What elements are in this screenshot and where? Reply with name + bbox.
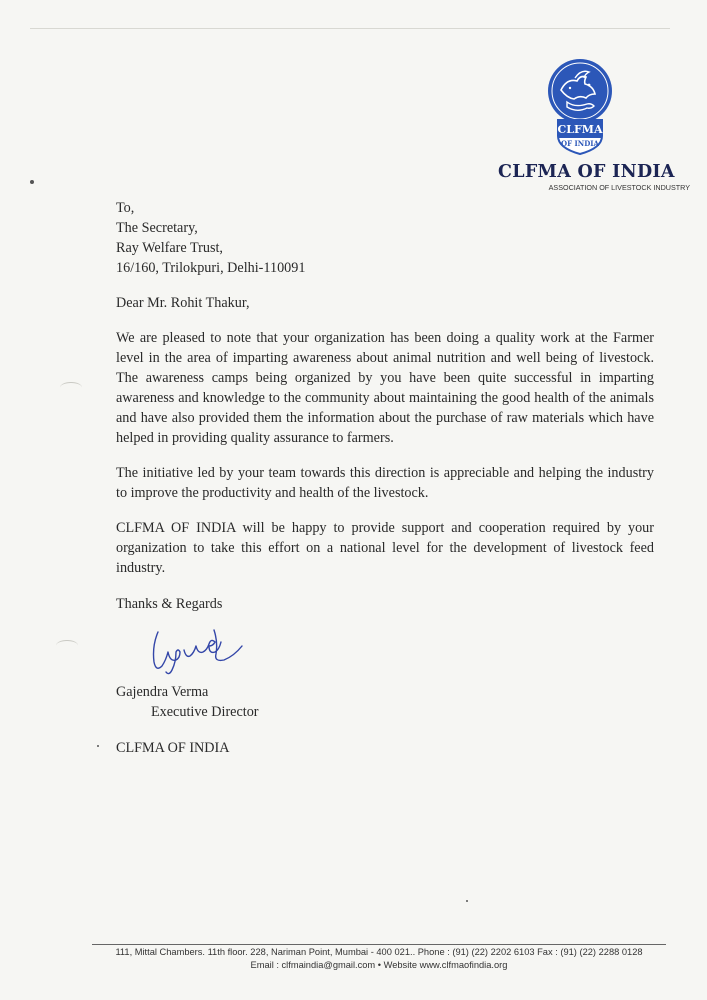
scan-scuff [56,640,78,651]
letterhead [490,58,690,198]
signer-name: Gajendra Verma [116,684,209,700]
organization-name: CLFMA OF INDIA [498,162,675,182]
emblem-text-bottom: OF INDIA [561,139,599,148]
footer-divider [92,944,666,945]
signer-title: Executive Director [151,704,259,720]
footer-contact: Email : clfmaindia@gmail.com • Website www.clfmaofindia.org [250,960,508,970]
recipient-address [116,198,654,278]
signature-icon [144,620,254,680]
recipient-line: To, [116,200,135,216]
scan-scuff [60,382,82,393]
recipient-line: Ray Welfare Trust, [116,240,223,256]
recipient-line: The Secretary, [116,220,198,236]
clfma-emblem-icon [545,58,615,158]
scan-speck [30,180,34,184]
organization-tagline: ASSOCIATION OF LIVESTOCK INDUSTRY [548,183,690,192]
signature-block [116,620,654,682]
top-paper-edge [30,28,670,29]
paragraph: The initiative led by your team towards this direction is appreciable and helping the industry to improve the productivity and health of the livestock. [116,465,654,501]
footer-address: 111, Mittal Chambers. 11th floor. 228, Nariman Point, Mumbai - 400 021.. Phone : (91) (22) 2202 6103 Fax : (91) (22) 2288 0128 [115,947,643,957]
scan-speck [466,900,468,902]
salutation: Dear Mr. Rohit Thakur, [116,295,250,311]
paragraph: We are pleased to note that your organization has been doing a quality work at the Farmer level in the area of imparting awareness about animal nutrition and well being of livestock. The awareness camps being organized by you have been quite successful in imparting awareness and knowledge to the community about maintaining the good health of the animals and have also provided them the information about the purchase of raw materials which have helped in providing quality assurance to farmers. [116,330,654,446]
signer-organization: CLFMA OF INDIA [116,740,230,756]
scan-speck [97,745,99,747]
recipient-line: 16/160, Trilokpuri, Delhi-110091 [116,260,306,276]
closing: Thanks & Regards [116,596,223,612]
paragraph: CLFMA OF INDIA will be happy to provide support and cooperation required by your organization to take this effort on a national level for the development of livestock feed industry. [116,520,654,576]
letter-body [116,198,654,758]
emblem-text-top: CLFMA [557,123,603,136]
